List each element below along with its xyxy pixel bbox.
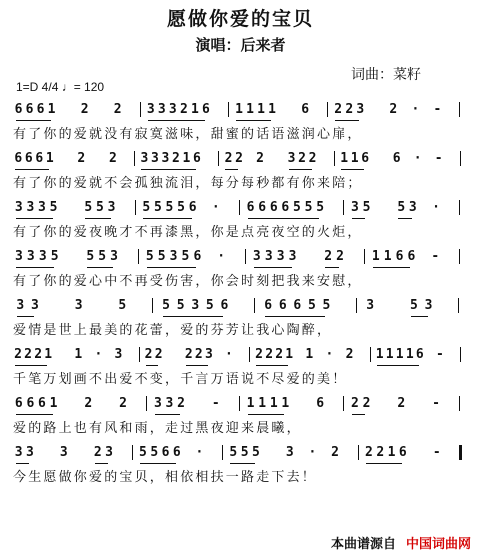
beam-underline [95,463,108,464]
note: 5 [410,298,418,313]
note: 3 [26,200,35,215]
beam-underline [352,169,365,170]
note: 3 [38,249,47,264]
note: 1 [44,347,53,362]
beam-underline [309,316,326,317]
hold-dash: - [432,445,441,460]
barline [460,151,461,166]
note: 3 [59,445,68,460]
note: 1 [257,102,265,117]
score-line [13,394,465,436]
note: 6 [415,347,424,362]
barline [140,102,141,117]
note: 1 [49,396,58,411]
score-line [13,443,465,485]
beam-underline [182,267,196,268]
note: 5 [84,200,93,215]
barline [132,445,133,460]
note: 2 [345,102,354,117]
note: 5 [157,249,166,264]
hold-dash: - [433,102,442,117]
note: 3 [14,200,23,215]
barline [135,200,136,215]
beam-underline [271,414,285,415]
note: 5 [229,445,238,460]
beam-underline [207,316,224,317]
beam-underline [39,218,53,219]
dot-mark: · [211,200,220,215]
note: 3 [16,298,25,313]
singer-line: 演唱：后来者 [195,36,286,54]
note: 3 [165,396,174,411]
dot-mark: · [195,445,204,460]
note: 1 [405,347,414,362]
note: 2 [255,347,263,362]
note: 1 [268,102,276,117]
note: 2 [194,347,203,362]
beam-underline [178,218,192,219]
note: 2 [308,151,317,166]
note: 6 [258,200,267,215]
note: 3 [356,102,365,117]
note: 2 [345,347,354,362]
note: 5 [96,200,104,215]
note: 1 [281,396,290,411]
score-line [13,149,465,191]
note: 5 [293,200,301,215]
note: 3 [161,151,170,166]
barline [139,347,140,362]
note: 6 [361,151,370,166]
beam-underline [38,120,51,121]
note-row [13,443,465,465]
note: 3 [14,445,23,460]
note: 3 [150,151,159,166]
barline [459,249,460,264]
note: 6 [301,102,310,117]
note: 2 [119,396,127,411]
hold-dash: - [435,347,444,362]
lyric-line: 有了你的爱就不会孤独流泪，每分每秒都有你来陪； [13,176,363,191]
beam-underline [325,267,339,268]
note: 3 [157,102,166,117]
note: 1 [383,249,392,264]
beam-underline [36,169,49,170]
note: 1 [395,347,404,362]
lyric-line: 有了你的爱心中不再受伤害，你会时刻把我来安慰， [13,274,363,289]
note: 5 [145,249,154,264]
note: 1 [285,347,294,362]
note: 1 [305,347,314,362]
dot-mark: · [411,102,420,117]
note: 3 [264,249,273,264]
note: 1 [375,347,384,362]
key-time-tempo: 1=D 4/4 ♩= 120 [16,80,105,94]
note: 3 [424,298,433,313]
note: 2 [376,445,385,460]
note: 3 [114,347,123,362]
note: 6 [161,445,170,460]
note: 3 [366,298,375,313]
note: 2 [389,102,398,117]
note: 6 [407,249,416,264]
note: 1 [246,396,255,411]
note: 3 [15,249,23,264]
dot-mark: · [94,347,103,362]
note: 5 [162,298,170,313]
barline [222,445,223,460]
note: 5 [307,298,316,313]
note: 2 [298,151,306,166]
barline [327,102,328,117]
beam-underline [39,414,53,415]
barline [228,102,229,117]
dot-mark: · [432,200,440,215]
barline [239,396,240,411]
note: 1 [235,102,243,117]
note: 2 [24,347,32,362]
note: 5 [165,200,174,215]
note: 3 [26,249,35,264]
lyricist-composer-credit: 词曲：菜籽 [351,67,421,83]
note: 3 [276,249,285,264]
note: 1 [340,151,349,166]
note: 2 [144,347,153,362]
barline [239,200,240,215]
note: 2 [84,396,93,411]
beam-underline [398,218,412,219]
note: 2 [331,445,339,460]
note: 2 [365,445,373,460]
barline [356,298,357,313]
barline [152,298,153,313]
note: 2 [34,347,43,362]
beam-underline [192,120,205,121]
note: 3 [105,445,113,460]
note: 5 [205,298,214,313]
note: 2 [224,151,233,166]
note: 5 [153,200,162,215]
source-label: 本曲谱源自 [330,537,396,552]
note: 3 [169,249,178,264]
note: 2 [108,151,117,166]
barline [459,445,462,460]
barline [460,347,461,362]
dot-mark: · [217,249,226,264]
note: 3 [252,249,261,264]
note: 1 [74,347,83,362]
note: 6 [14,396,23,411]
note: 2 [334,102,343,117]
note: 2 [235,151,243,166]
note: 6 [193,151,201,166]
note: 2 [80,102,89,117]
note: 6 [246,200,255,215]
note: 3 [287,151,296,166]
beam-underline [225,169,238,170]
score-line [13,198,465,240]
note: 2 [179,102,188,117]
note: 5 [86,249,95,264]
score-line [13,296,465,338]
beam-underline [389,463,402,464]
dot-mark: · [308,445,317,460]
beam-underline [411,316,428,317]
source-site-link[interactable]: 中国词曲网 [405,537,471,552]
note: 3 [168,102,177,117]
note: 5 [316,200,325,215]
note: 6 [38,396,46,411]
note: 2 [397,396,406,411]
note: 2 [324,249,333,264]
beam-underline [258,120,271,121]
note: 6 [14,102,23,117]
note: 3 [146,102,155,117]
beam-underline [16,463,29,464]
note: 5 [50,249,59,264]
dot-mark: · [225,347,233,362]
barline [459,102,460,117]
note: 2 [256,151,264,166]
note: 5 [240,445,249,460]
beam-underline [35,365,47,366]
score-line [13,345,465,387]
note: 2 [184,347,193,362]
note: 2 [172,151,180,166]
barline [146,396,147,411]
note: 2 [275,347,284,362]
note: 5 [49,200,58,215]
note: 3 [30,298,39,313]
beam-underline [306,218,320,219]
beam-underline [352,414,366,415]
beam-underline [352,218,366,219]
barline [334,151,335,166]
note: 3 [26,445,34,460]
note: 3 [204,347,213,362]
note: 6 [278,298,287,313]
barline [254,298,255,313]
note: 2 [77,151,86,166]
note: 2 [265,347,274,362]
note: 3 [110,249,118,264]
note: 2 [362,396,371,411]
beam-underline [163,463,176,464]
beam-underline [97,218,111,219]
note: 2 [177,396,185,411]
note: 2 [93,445,102,460]
note: 6 [202,102,210,117]
score-line [13,100,465,142]
beam-underline [276,365,288,366]
note: 6 [293,298,302,313]
dot-mark: · [413,151,422,166]
note: 5 [98,249,107,264]
note: 6 [35,151,44,166]
note: 6 [25,102,34,117]
note: 6 [316,396,325,411]
note: 6 [193,249,202,264]
note: 5 [150,445,159,460]
beam-underline [242,463,255,464]
note: 6 [398,445,407,460]
beam-underline [407,365,419,366]
note: 6 [188,200,197,215]
note: 3 [38,200,46,215]
barline [364,249,365,264]
barline [245,249,246,264]
note: 5 [139,445,147,460]
beam-underline [166,414,180,415]
note: 5 [322,298,331,313]
barline [249,347,250,362]
lyric-line: 今生愿做你爱的宝贝，相依相扶一路走下去！ [13,470,318,485]
note: 1 [47,102,56,117]
note: 6 [392,151,401,166]
lyric-line: 有了你的爱夜晚才不再漆黑，你是点亮夜空的火炬， [13,225,363,240]
barline [134,151,135,166]
beam-underline [40,267,54,268]
beam-underline [397,267,411,268]
note: 3 [288,249,297,264]
barline [370,347,371,362]
note: 5 [362,200,371,215]
barline [138,249,139,264]
song-title: 愿做你爱的宝贝 [166,8,314,30]
barline [343,200,344,215]
note: 1 [385,347,394,362]
note: 5 [181,249,190,264]
beam-underline [346,120,359,121]
note: 3 [153,396,162,411]
note: 3 [285,445,294,460]
note: 1 [350,151,359,166]
note: 1 [190,102,199,117]
barline [458,298,459,313]
beam-underline [146,365,158,366]
note: 6 [395,249,404,264]
note: 1 [45,151,54,166]
hold-dash: - [431,249,440,264]
note: 1 [387,445,396,460]
note: 2 [113,102,122,117]
note: 3 [74,298,83,313]
barline [358,445,359,460]
note: 5 [177,200,185,215]
note: 6 [24,151,33,166]
note: 1 [246,102,254,117]
note: 3 [191,298,200,313]
note: 1 [182,151,191,166]
barline [459,396,460,411]
note: 6 [269,200,278,215]
note: 3 [408,200,417,215]
note: 5 [304,200,313,215]
note: 5 [252,445,260,460]
note: 5 [176,298,185,313]
hold-dash: - [434,151,443,166]
note: 1 [258,396,267,411]
note: 6 [14,151,23,166]
note: 2 [350,396,359,411]
note: 6 [264,298,273,313]
note: 5 [118,298,127,313]
note: 2 [14,347,22,362]
beam-underline [278,267,292,268]
beam-underline [196,365,208,366]
barline [343,396,344,411]
hold-dash: - [432,396,440,411]
dot-mark: · [325,347,334,362]
note: 6 [281,200,290,215]
note: 6 [26,396,35,411]
note: 5 [397,200,406,215]
note: 6 [172,445,181,460]
beam-underline [299,169,312,170]
note: 6 [36,102,45,117]
note: 5 [142,200,151,215]
note: 2 [154,347,163,362]
lyric-line: 爱的路上也有风和雨，走过黑夜迎来晨曦， [13,421,302,436]
beam-underline [183,169,196,170]
note: 2 [336,249,344,264]
lyric-line: 爱情是世上最美的花蕾，爱的芬芳让我心陶醉， [13,323,333,338]
lyric-line: 有了你的爱就没有寂寞滋味，甜蜜的话语滋润心扉， [13,127,363,142]
score-line [13,247,465,289]
barline [459,200,460,215]
beam-underline [99,267,113,268]
barline [218,151,219,166]
note: 6 [220,298,229,313]
lyric-line: 千笔万划画不出爱不变，千言万语说不尽爱的美！ [13,372,348,387]
hold-dash: - [211,396,220,411]
beam-underline [17,316,34,317]
note: 3 [107,200,116,215]
note: 1 [269,396,278,411]
note: 3 [140,151,149,166]
note: 3 [350,200,359,215]
note: 1 [371,249,380,264]
